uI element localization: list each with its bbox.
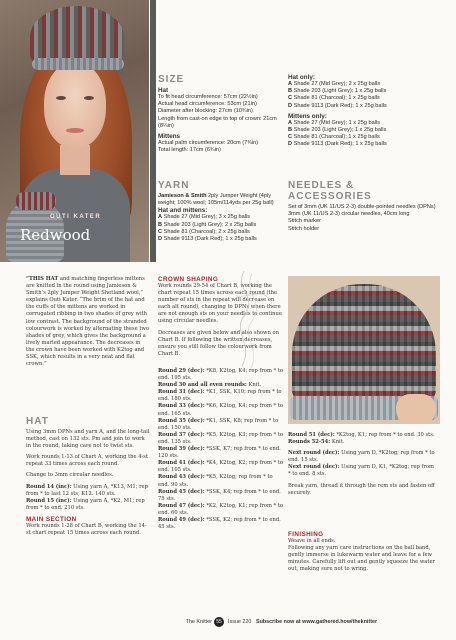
- yarn-section: [158, 180, 284, 243]
- crown-paragraph: Work rounds 29-54 of Chart B, working the chart repeat 15 times across each round (the number of sts in the repeat will decrease on each alt round), changing to DPNs when there are not enough sts on your needles to continue using circular needles.: [158, 283, 282, 325]
- magazine-name: The Knitter: [185, 619, 212, 625]
- round-text: Using yarn D, *K2tog; rep from * to end. 15 sts.: [288, 450, 435, 464]
- yarn-shade: Shade 27 (Mid Grey); 3 x 25g balls: [163, 214, 251, 221]
- needles-line: 3mm (UK 11/US 2-3) circular needles, 40cm long: [288, 211, 410, 218]
- yarn-item: [288, 120, 438, 127]
- hat-heading: HAT: [26, 416, 49, 427]
- yarn-letter: A: [288, 119, 293, 126]
- yarn-item: [158, 214, 284, 221]
- yarn-letter: C: [158, 228, 163, 235]
- main-section-text: Work rounds 1-28 of Chart B, working the 14-st chart repeat 15 times across each round.: [26, 522, 147, 537]
- size-hat-line: Length from cast-on edge to top of crown: 21cm (8¼in): [158, 115, 277, 129]
- round-text: *K4, K2tog, K2; rep from * to end. 105 sts.: [158, 460, 284, 474]
- hat-section: [26, 416, 150, 537]
- yarn-letter: B: [288, 127, 293, 134]
- round-instruction: [288, 464, 438, 478]
- round-label: Round 37 (dec):: [158, 431, 205, 438]
- crown-heading: CROWN SHAPING: [158, 276, 219, 283]
- hero-eye-right: [84, 96, 94, 100]
- round-label: Round 30 and all even rounds:: [158, 382, 247, 389]
- yarn-item: [288, 95, 438, 102]
- yarn-item: [288, 88, 438, 95]
- yarn-both-label: Hat and mittens:: [158, 207, 208, 215]
- yarn-letter: B: [158, 221, 163, 228]
- round-label: Round 39 (dec):: [158, 446, 205, 453]
- finishing-paragraph: Following any yarn care instructions on the ball band, gently immerse in lukewarm water and leave for a few minutes. Carefully lift out and gently squeeze the water out, making sure not to wring.: [288, 545, 436, 573]
- round-label: Round 31 (dec):: [158, 389, 205, 396]
- yarn-item: [158, 229, 284, 236]
- yarn-item: [288, 81, 438, 88]
- yarn-shade: Shade 9113 (Dark Red); 1 x 25g balls: [163, 236, 257, 243]
- yarn-shade: Shade 81 (Charcoal); 2 x 25g balls: [163, 228, 250, 235]
- round-label: Round 43 (dec):: [158, 474, 205, 481]
- round-text: *K1, SSK, K10; rep from * to end. 180 sts.: [158, 389, 282, 403]
- round-text: *K5, K2tog, K3; rep from * to end. 135 sts.: [158, 431, 284, 445]
- needles-heading: NEEDLES & ACCESSORIES: [288, 180, 372, 202]
- yarn-description: [158, 193, 284, 207]
- yarn-letter: D: [288, 102, 293, 109]
- yarn-letter: A: [158, 214, 163, 221]
- yarn-shade: Shade 203 (Light Grey); 1 x 25g balls: [293, 88, 387, 95]
- round-text: *SSK, K4; rep from * to end. 75 sts.: [158, 488, 281, 502]
- yarn-item: [288, 134, 438, 141]
- yarn-letter: B: [288, 88, 293, 95]
- finishing-heading: FINISHING: [288, 531, 324, 538]
- round-instruction: [158, 489, 284, 503]
- mittens-only-label: Mittens only:: [288, 112, 327, 120]
- issue-number: Issue 220: [228, 619, 252, 625]
- yarn-shade: Shade 27 (Mid Grey); 1 x 25g balls: [293, 119, 381, 126]
- page-number: 55: [214, 617, 224, 627]
- page-footer: [0, 616, 456, 630]
- crown-paragraph: Decreases are given below and also shown on Chart B. If following the written decreases, ensure you still follow the colourwork from Chart B.: [158, 329, 279, 357]
- yarn-shade: Shade 9113 (Dark Red); 1 x 25g balls: [293, 141, 387, 148]
- hat-photo-hand: [396, 394, 436, 424]
- round-instruction: [158, 403, 284, 417]
- round-instruction: [26, 498, 150, 512]
- size-hat-line: Actual head circumference: 53cm (21in): [158, 101, 257, 108]
- size-section: [158, 74, 284, 154]
- hero-lips: [66, 128, 84, 133]
- finishing-paragraph: Weave in all ends.: [288, 538, 336, 544]
- size-hat-line: Diameter after blocking: 27cm (10¾in): [158, 108, 253, 115]
- round-instruction: [288, 450, 438, 464]
- round-instruction: [288, 439, 438, 446]
- round-instruction: [158, 432, 284, 446]
- round-label: Round 49 (dec):: [158, 516, 205, 523]
- round-text: *K2tog, K1; rep from * to end. 30 sts.: [334, 432, 435, 438]
- round-label: Round 33 (dec):: [158, 403, 205, 410]
- round-label: Round 45 (dec):: [158, 488, 205, 495]
- subscribe-link[interactable]: Subscribe now at www.gathered.how/theknitter: [256, 619, 378, 625]
- hat-photo: [288, 276, 440, 424]
- yarn-heading: YARN: [158, 180, 190, 191]
- round-instruction: [26, 484, 150, 498]
- round-text: Using yarn A, *K2, M1; rep from * to end. 210 sts.: [26, 497, 145, 511]
- needles-line: Stitch holder: [288, 225, 320, 232]
- intro-lead: “THIS HAT: [26, 276, 59, 282]
- yarn-shade: Shade 81 (Charcoal); 1 x 25g balls: [293, 95, 380, 102]
- round-instruction: [158, 368, 284, 382]
- hero-photo: [0, 0, 149, 262]
- size-mittens-label: Mittens: [158, 133, 181, 141]
- yarn-line-art: [214, 266, 282, 376]
- round-text: *SSK, K7; rep from * to end. 120 sts.: [158, 446, 281, 460]
- needles-line: Set of 3mm (UK 11/US 2-3) double-pointed needles (DPNs): [288, 204, 436, 210]
- needles-line: Stitch marker: [288, 218, 321, 225]
- round-label: Round 14 (inc):: [26, 483, 72, 490]
- round-instruction: [158, 503, 284, 517]
- hero-face: [44, 62, 106, 148]
- yarn-item: [158, 222, 284, 229]
- round-instruction: [158, 446, 284, 460]
- pattern-title: Redwood: [20, 226, 91, 244]
- yarn-shade: Shade 203 (Light Grey); 2 x 25g balls: [163, 221, 257, 228]
- yarn-letter: D: [158, 236, 163, 243]
- yarn-brand: Jamieson & Smith: [158, 193, 207, 199]
- round-label: Round 15 (inc):: [26, 497, 72, 504]
- round-label: Round 47 (dec):: [158, 502, 205, 509]
- round-text: *K6, K2tog, K4; rep from * to end. 165 sts.: [158, 403, 284, 417]
- yarn-shade: Shade 9113 (Dark Red); 1 x 25g balls: [293, 102, 387, 109]
- rounds-list: [158, 368, 284, 531]
- round-text: Knit.: [246, 382, 262, 389]
- round-instruction: [158, 460, 284, 474]
- round-text: Knit.: [330, 439, 345, 446]
- hat-paragraph: Using 3mm DPNs and yarn A, and the long-tail method, cast on 132 sts. Pm and join to work in the round, taking care not to twist sts.: [26, 429, 150, 450]
- size-hat-label: Hat: [158, 87, 169, 94]
- round-text: Using yarn A, *K13, M1; rep from * to last 12 sts, K12. 140 sts.: [26, 483, 148, 497]
- round-instruction: [158, 517, 284, 531]
- round-text: *K8, K2tog, K4; rep from * to end. 195 sts.: [158, 368, 284, 382]
- hat-photo-texture: [292, 284, 436, 402]
- hero-hat-brim: [32, 58, 124, 70]
- round-label: Round 29 (dec):: [158, 368, 205, 374]
- hero-mitten-band: [16, 192, 56, 210]
- hero-neck: [60, 145, 90, 175]
- yarn-letter: C: [288, 95, 293, 102]
- intro-paragraph: [26, 276, 150, 368]
- round-text: *SSK, K2; rep from * to end. 45 sts.: [158, 516, 281, 531]
- hero-eye-left: [56, 96, 66, 100]
- round-text: *K2, K2tog, K1; rep from * to end. 60 sts.: [158, 502, 284, 516]
- hat-only-section: [288, 74, 438, 149]
- break-yarn-text: Break yarn, thread it through the rem sts and fasten off securely.: [288, 482, 435, 496]
- yarn-letter: A: [288, 81, 293, 87]
- main-section-heading: MAIN SECTION: [26, 515, 77, 523]
- hat-paragraph: Work rounds 1-13 of Chart A, working the 4-st repeat 33 times across each round.: [26, 454, 149, 468]
- round-text: *K1, SSK, K8; rep from * to end. 150 sts.: [158, 417, 279, 431]
- yarn-letter: D: [288, 141, 293, 148]
- stitch-strip: [150, 0, 156, 262]
- round-label: Round 41 (dec):: [158, 460, 205, 467]
- intro-text: and matching fingerless mittens are knitted in the round using Jamieson & Smith’s 2ply Jumper Weight Shetland wool,” explains Outi Kater. “The brim of the hat and the cuffs of the mittens are worked in corrugated ribbing in two shades of grey with low contrast. The background of the stranded colourwork is worked by alternating these two shades of grey, which gives the background a lively marled appearance. The decreases in the crown have been worked with K2tog and SSK, which results in a very neat and flat crown.”: [26, 276, 149, 368]
- round-text: Using yarn D, K1, *K2tog; rep from * to end. 8 sts.: [288, 464, 434, 478]
- rounds-list-continued: [288, 432, 438, 501]
- yarn-item: [158, 236, 284, 243]
- round-label: Round 35 (dec):: [158, 417, 205, 424]
- round-instruction: [158, 418, 284, 432]
- hat-paragraph: Change to 3mm circular needles.: [26, 472, 114, 479]
- hat-only-label: Hat only:: [288, 74, 315, 81]
- round-label: Next round (dec):: [288, 450, 340, 457]
- yarn-item: [288, 141, 438, 148]
- round-text: *K5, K2tog; rep from * to end. 90 sts.: [158, 474, 273, 488]
- size-hat-line: To fit head circumference: 57cm (22½in): [158, 94, 258, 100]
- round-label: Rounds 52-54:: [288, 439, 331, 446]
- yarn-item: [288, 127, 438, 134]
- size-mittens-line: Total length: 17cm (6¾in): [158, 147, 221, 154]
- yarn-desc: 2ply Jumper Weight (4ply weight; 100% wool; 105m/114yds per 25g ball): [158, 193, 274, 207]
- size-heading: SIZE: [158, 74, 185, 85]
- round-instruction: [158, 474, 284, 488]
- designer-credit: OUTI KATER: [50, 214, 102, 220]
- round-label: Next round (dec):: [288, 464, 340, 471]
- yarn-shade: Shade 203 (Light Grey); 1 x 25g balls: [293, 127, 387, 134]
- round-label: Round 51 (dec):: [288, 432, 335, 438]
- yarn-item: [288, 103, 438, 110]
- yarn-shade: Shade 27 (Mid Grey); 2 x 25g balls: [293, 81, 381, 87]
- round-instruction: [158, 389, 284, 403]
- needles-section: [288, 180, 438, 233]
- finishing-section: [288, 531, 438, 573]
- size-mittens-line: Actual palm circumference: 20cm (7¾in): [158, 140, 259, 147]
- yarn-letter: C: [288, 134, 293, 141]
- intro-section: [26, 276, 150, 368]
- yarn-shade: Shade 81 (Charcoal); 1 x 25g balls: [293, 134, 380, 141]
- round-instruction: [288, 432, 438, 439]
